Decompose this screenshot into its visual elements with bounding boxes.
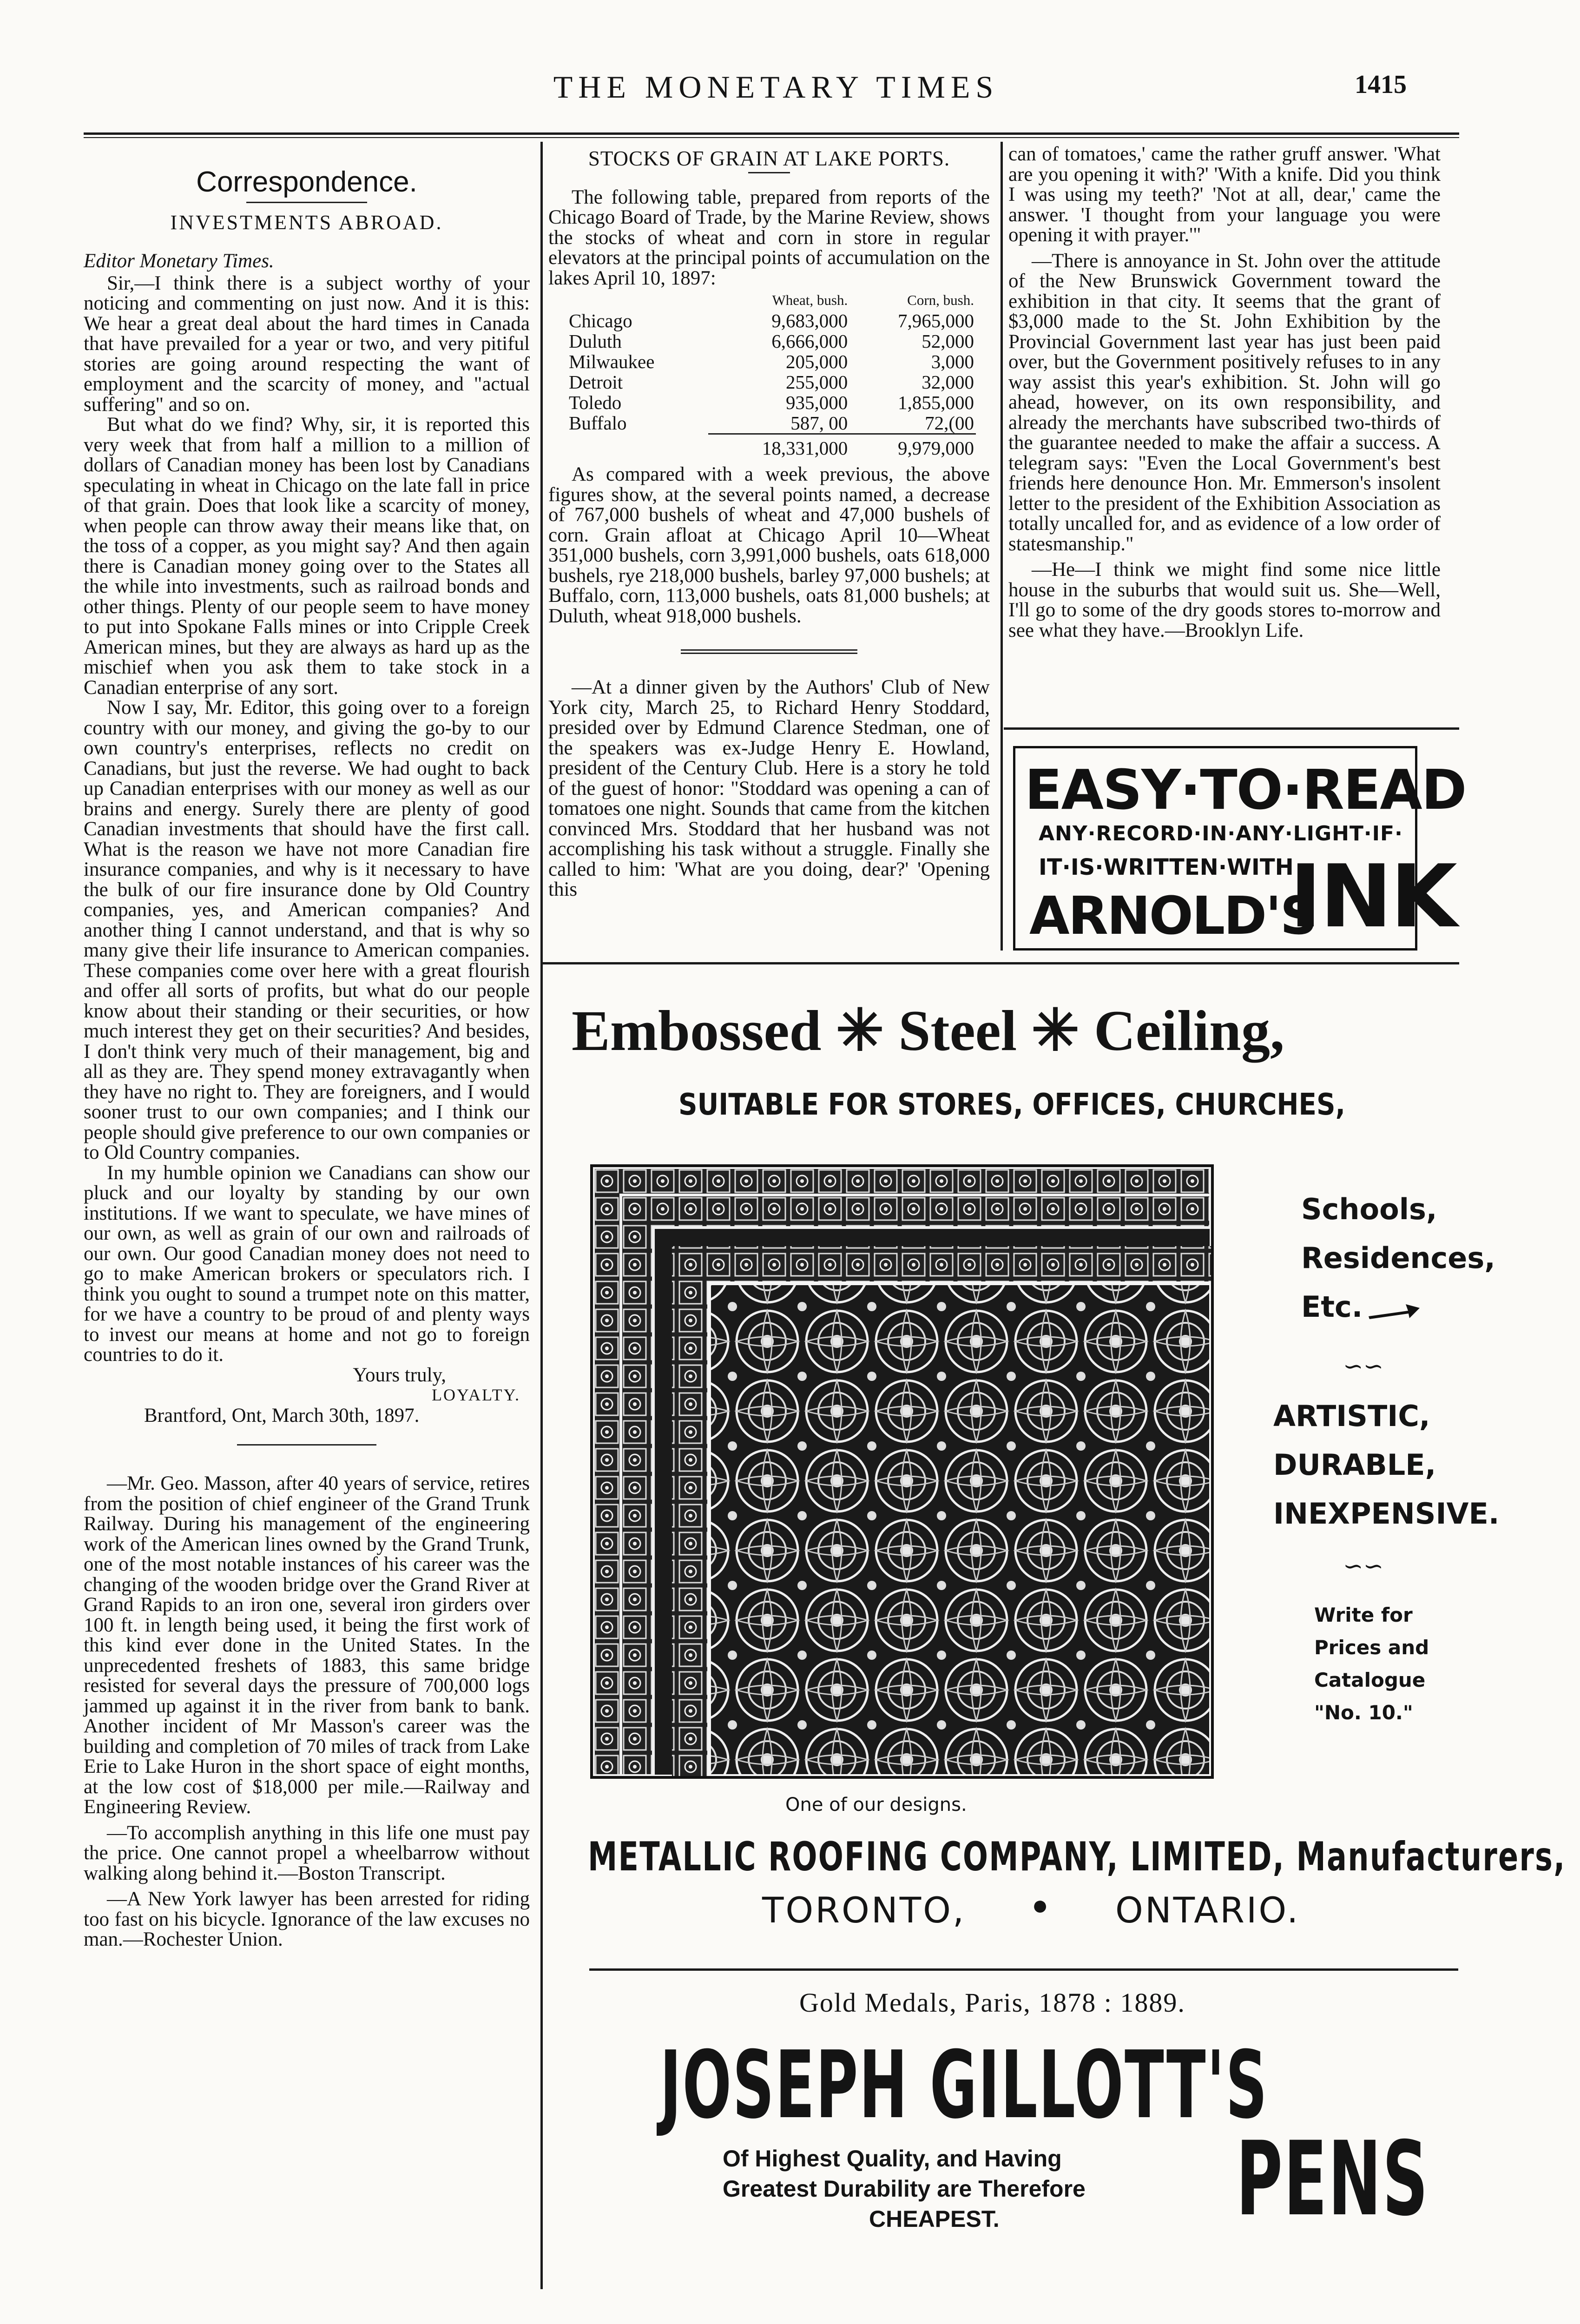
ink-ad-product: INK	[1290, 846, 1456, 947]
st-john-exhibition-item: —There is annoyance in St. John over the attitude of the New Brunswick Government toward the exhibition in that city. It seems that the grant of $3,000 made to the St. John Exhibition by the Provincial Government last year has just been paid over, but the Government positively refuses to in any way assist this year's exhibition. St. John will go ahead, however, on its own responsibility, and already the merchants have subscribed two-thirds of the guarantee needed to make the affair a success. A telegram says: "Even the Local Government's best friends here denounce Hon. Mr. Emmerson's insolent letter to the president of the Exhibition Association as totally uncalled for, and as evidence of a low order of statesmanship."	[1008, 250, 1441, 555]
table-row: Milwaukee 205,000 3,000	[569, 350, 974, 372]
table-row: Detroit 255,000 32,000	[569, 371, 974, 393]
side-etc: Etc.	[1301, 1290, 1363, 1324]
letter-paragraph-4: In my humble opinion we Canadians can show our pluck and our loyalty by standing by our own institutions. If we want to speculate, we have mines of our own, as well as grain of our own and railroads of our own. Our good Canadian money does not need to go to make American brokers or speculators rich. I think you ought to sound a trumpet note on this matter, for we have a country to be proud of and plenty ways to invest our means at home and not go to foreign countries to do it.	[84, 1162, 530, 1366]
masthead-rule-bottom	[84, 137, 1459, 138]
bullet-separator: ●	[1032, 1890, 1049, 1921]
col1-separator	[237, 1444, 376, 1446]
gillott-desc-1: Of Highest Quality, and Having	[723, 2146, 1062, 2172]
grain-heading: STOCKS OF GRAIN AT LAKE PORTS.	[588, 147, 950, 170]
letter-closing: Yours truly,	[353, 1364, 446, 1386]
flourish-2: ∽∽	[1343, 1553, 1384, 1580]
col2-separator-2	[681, 653, 857, 654]
ceiling-ad-top-rule	[543, 962, 1459, 964]
column-divider-2	[1001, 142, 1003, 951]
grain-comparison: As compared with a week previous, the above figures show, at the several points named, a decrease of 767,000 bushels of wheat and 47,000 bushels of corn. Grain afloat at Chicago April 10—Wheat 351,000 bushels, corn 3,991,000 bushels, oats 618,000 bushels, rye 218,000 bushels, barley 97,000 bushels; at Buffalo, corn, 113,000 bushels, oats 81,000 bushels; at Duluth, wheat 918,000 bushels.	[548, 463, 990, 627]
gillott-name: JOSEPH GILLOTT'S	[660, 2031, 1269, 2139]
side-durable: DURABLE,	[1273, 1448, 1436, 1482]
grain-table-header	[567, 290, 976, 310]
side-inexpensive: INEXPENSIVE.	[1273, 1497, 1500, 1531]
catalogue-number: "No. 10."	[1314, 1701, 1413, 1724]
ink-ad-brand: ARNOLD'S	[1029, 886, 1317, 946]
gillott-ad-top-rule	[589, 1968, 1458, 1971]
arnolds-ink-ad	[1013, 746, 1466, 951]
letter-dateline: Brantford, Ont, March 30th, 1897.	[144, 1404, 420, 1426]
wheelbarrow-item: —To accomplish anything in this life one must pay the price. One cannot propel a wheelbarrow without walking along behind it.—Boston Transcript.	[84, 1822, 530, 1884]
corn-column-header: Corn, bush.	[907, 292, 974, 308]
gillott-pens: PENS	[1236, 2119, 1429, 2238]
letter-signature: LOYALTY.	[431, 1386, 520, 1404]
flourish-1: ∽∽	[1343, 1353, 1384, 1380]
investments-subheading: INVESTMENTS ABROAD.	[170, 211, 443, 234]
letter-paragraph-1: Sir,—I think there is a subject worthy of your noticing and commenting on just now. And it is this: We hear a great deal about the hard times in Canada that have prevailed for a year or two, and very pitiful stories are going around respecting the want of employment and the scarcity of money, and "actual suffering" and so on.	[84, 272, 530, 416]
lawyer-item: —A New York lawyer has been arrested for riding too fast on his bicycle. Ignorance of the law excuses no man.—Rochester Union.	[84, 1888, 530, 1950]
ceiling-caption: One of our designs.	[785, 1794, 967, 1816]
table-row: Buffalo 587, 00 72,(00	[567, 413, 976, 434]
column-2	[548, 144, 990, 900]
masthead-title: THE MONETARY TIMES	[553, 69, 999, 105]
stoddard-anecdote-continued: can of tomatoes,' came the rather gruff answer. 'What are you opening it with?' 'With a knife. Did you think I was using my teeth?' 'Not at all, dear,' came the answer. 'I thought from your language you were opening it with prayer.'"	[1008, 143, 1441, 246]
table-row: Duluth 6,666,000 52,000	[569, 330, 974, 352]
side-artistic: ARTISTIC,	[1273, 1399, 1430, 1433]
prices-and: Prices and	[1314, 1636, 1429, 1659]
table-row: Chicago 9,683,000 7,965,000	[569, 310, 974, 331]
side-residences: Residences,	[1301, 1241, 1495, 1275]
heading-rule	[246, 202, 367, 203]
gillott-desc-2: Greatest Durability are Therefore	[723, 2176, 1086, 2202]
gillott-medals: Gold Medals, Paris, 1878 : 1889.	[799, 1987, 1185, 2018]
ink-ad-line-1: EASY·TO·READ	[1025, 758, 1466, 822]
city-toronto: TORONTO,	[762, 1889, 966, 1931]
ceiling-pattern-svg	[593, 1167, 1211, 1776]
letter-paragraph-2: But what do we find? Why, sir, it is reported this very week that from half a million to a million of dollars of Canadian money has been lost by Canadians speculating in wheat in Chicago on the late fall in price of that grain. Does that look like a scarcity of money, when people can throw away their means like that, on the toss of a copper, as you might say? And then again there is Canadian money going over to the States all the while into investments, such as railroad bonds and other things. Plenty of our people seem to have money to put into Spokane Falls mines or into Cripple Creek American mines, but they are always as hard up as the mischief when you ask them to take stock in a Canadian enterprise of any sort.	[84, 414, 530, 699]
salutation: Editor Monetary Times.	[84, 250, 274, 272]
table-totals-row: 18,331,000 9,979,000	[762, 437, 974, 459]
column-divider-1	[540, 142, 543, 2289]
masthead-rule-top	[84, 132, 1459, 135]
province-ontario: ONTARIO.	[1115, 1889, 1300, 1931]
ceiling-ad-headline: Embossed ✳ Steel ✳ Ceiling,	[572, 999, 1284, 1063]
table-row: Toledo 935,000 1,855,000	[569, 391, 974, 413]
col2-separator	[681, 649, 857, 651]
gillott-desc-3: CHEAPEST.	[869, 2206, 1000, 2232]
wheat-column-header: Wheat, bush.	[772, 292, 848, 308]
brooklyn-life-item: —He—I think we might find some nice little house in the suburbs that would suit us. She—Well, I'll go to some of the dry goods stores to-morrow and see what they have.—Brooklyn Life.	[1008, 559, 1441, 641]
grain-intro: The following table, prepared from reports of the Chicago Board of Trade, by the Marine Review, shows the stocks of wheat and corn in store in regular elevators at the principal points of accumulation on the lakes April 10, 1897:	[548, 186, 990, 289]
write-for: Write for	[1314, 1604, 1413, 1626]
column-3	[1008, 144, 1441, 640]
column-1	[84, 153, 530, 1950]
catalogue: Catalogue	[1314, 1669, 1426, 1691]
ink-ad-top-rule	[1004, 727, 1459, 730]
masson-item: —Mr. Geo. Masson, after 40 years of service, retires from the position of chief engineer of the Grand Trunk Railway. During his management of the engineering work of the American lines owned by the Grand Trunk, one of the most notable instances of his career was the changing of the wooden bridge over the Grand River at Grand Rapids to an iron one, several iron girders over 100 ft. in length being used, it being the first work of this kind ever done in the United States. In the unprecedented freshets of 1883, this same bridge resisted for several days the pressure of 700,000 logs jammed up against it in the river from bank to bank. Another incident of Mr Masson's career was the building and completion of 70 miles of track from Lake Erie to Lake Huron in the short space of eight months, at the low cost of $18,000 per mile.—Railway and Engineering Review.	[84, 1472, 530, 1818]
ink-ad-line-3: IT·IS·WRITTEN·WITH	[1039, 854, 1294, 880]
letter-paragraph-3: Now I say, Mr. Editor, this going over to a foreign country with our money, and giving the go-by to our own country's enterprises, reflects no credit on Canadians, but just the reverse. We had ought to back up Canadian enterprises with our money as well as our brains and energy. Surely there are plenty of good Canadian investments that should have the first call. What is the reason we have not more Canadian fire insurance companies, and why is it necessary to have the bulk of our fire insurance done by Old Country companies, yes, and American companies? And another thing I cannot understand, and that is why so many give their life insurance to American companies. These companies come over here with a great flourish and offer all sorts of profits, but what do our people know about their standing or their securities, or how much interest they get on their securities? And besides, I don't think very much of their management, big and all as they are. They spend money extravagantly when they have no right to. They are foreigners, and I would sooner trust to our own companies; and I think our people should give preference to our own companies or to Old Country companies.	[84, 697, 530, 1163]
ink-ad-line-2: ANY·RECORD·IN·ANY·LIGHT·IF·	[1039, 822, 1403, 845]
grain-table	[567, 290, 976, 462]
pointing-arrow-icon	[1369, 1301, 1420, 1322]
metallic-roofing-company: METALLIC ROOFING COMPANY, LIMITED, Manufacturers,	[588, 1834, 1566, 1880]
ceiling-design-illustration	[590, 1164, 1214, 1779]
grain-heading-rule	[748, 172, 790, 173]
side-schools: Schools,	[1301, 1192, 1437, 1226]
page-number: 1415	[1355, 70, 1407, 99]
ceiling-ad-subhead: SUITABLE FOR STORES, OFFICES, CHURCHES,	[678, 1088, 1345, 1122]
stoddard-anecdote: —At a dinner given by the Authors' Club of New York city, March 25, to Richard Henry Stoddard, presided over by Edmund Clarence Stedman, one of the speakers was ex-Judge Henry E. Howland, president of the Century Club. Here is a story he told of the guest of honor: "Stoddard was opening a can of tomatoes one night. Sounds that came from the kitchen convinced Mrs. Stoddard that her husband was not accomplishing his task without a struggle. Finally she called to him: 'What are you doing, dear?' 'Opening this	[548, 676, 990, 900]
correspondence-heading: Correspondence.	[196, 166, 417, 198]
